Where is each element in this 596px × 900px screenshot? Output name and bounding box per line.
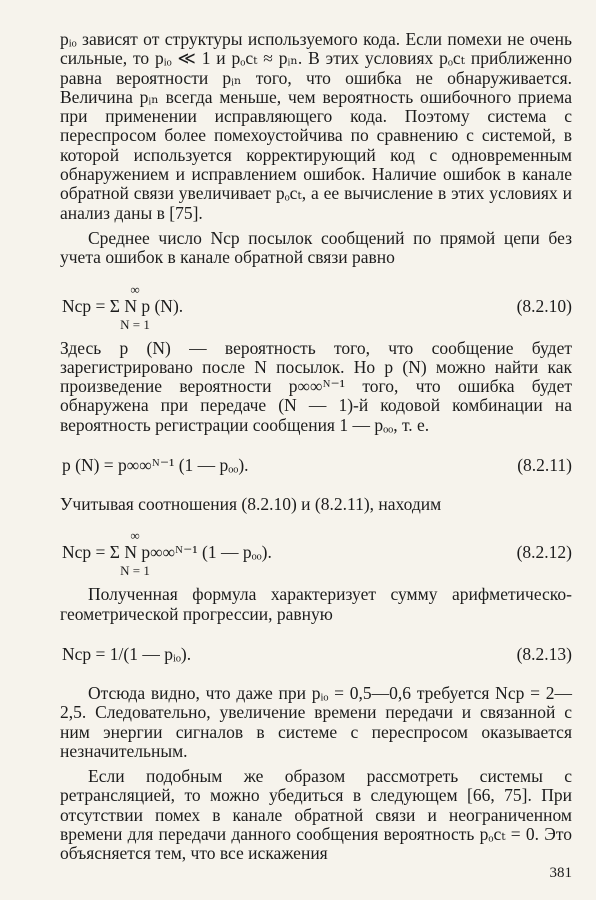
- page-number: 381: [549, 865, 572, 881]
- formula-expression: Nср = Σ N p (N).: [62, 295, 184, 316]
- sum-lower-limit: N = 1: [120, 316, 150, 332]
- equation-number: (8.2.11): [517, 455, 572, 476]
- formula-8-2-11: [60, 454, 572, 480]
- formula-8-2-10: [60, 281, 572, 332]
- equation-number: (8.2.10): [516, 295, 572, 316]
- formula-8-2-13: [60, 643, 572, 669]
- formula-8-2-12: [60, 528, 572, 579]
- paragraph-retransmission: Если подобным же образом рассмотреть системы с ретрансляцией, то можно убедиться в следующем [66, 75]. При отсутствии помех в канале обратной связи и неограниченном времени для передачи данного сообщения вероятность pₒcₜ = 0. Это объясняется тем, что все искажения: [60, 766, 572, 864]
- paragraph-conclusion: Отсюда видно, что даже при pᵢₒ = 0,5—0,6 требуется Nср = 2—2,5. Следовательно, увеличение времени передачи и связанной с ним энергии сигналов в системе с переспросом оказывается незначительным.: [60, 682, 572, 761]
- paragraph-error-probability: pᵢₒ зависят от структуры используемого кода. Если помехи не очень сильные, то pᵢₒ ≪ 1 и pₒcₜ ≈ pᵢₙ. В этих условиях pₒcₜ приближенно равна вероятности pᵢₙ того, что ошибка не обнаруживается. Величина pᵢₙ всегда меньше, чем вероятность ошибочного приема при применении исправляющего кода. Поэтому система с переспросом более помехоустойчива по сравнению с системой, в которой используется корректирующий код с одновременным обнаружением и исправлением ошибок. Наличие ошибок в канале обратной связи увеличивает pₒcₜ, а ее вычисление в этих условиях и анализ даны в [75].: [60, 29, 572, 223]
- paragraph-progression-sum: Полученная формула характеризует сумму арифметическо-геометрической прогрессии, равную: [60, 584, 572, 624]
- formula-expression: Nср = Σ N p∞∞ᴺ⁻¹ (1 — pₒₒ).: [62, 542, 272, 563]
- equation-number: (8.2.12): [516, 542, 572, 563]
- sum-lower-limit: N = 1: [120, 563, 150, 579]
- formula-expression: p (N) = p∞∞ᴺ⁻¹ (1 — pₒₒ).: [62, 455, 249, 476]
- sum-upper-limit: ∞: [130, 281, 140, 297]
- formula-expression: Nср = 1/(1 — pᵢₒ).: [62, 643, 192, 664]
- sum-upper-limit: ∞: [130, 528, 140, 544]
- paragraph-considering-relations: Учитывая соотношения (8.2.10) и (8.2.11), находим: [60, 494, 442, 515]
- paragraph-probability-definition: Здесь p (N) — вероятность того, что сообщение будет зарегистрировано после N посылок. Но p (N) можно найти как произведение вероятности p∞∞ᴺ⁻¹ того, что ошибка будет обнаружена при передаче (N — 1)-й кодовой комбинации на вероятность регистрации сообщения 1 — pₒₒ, т. е.: [60, 337, 572, 435]
- equation-number: (8.2.13): [516, 643, 572, 664]
- paragraph-average-sends: Среднее число Nср посылок сообщений по прямой цепи без учета ошибок в канале обратной связи равно: [60, 227, 572, 268]
